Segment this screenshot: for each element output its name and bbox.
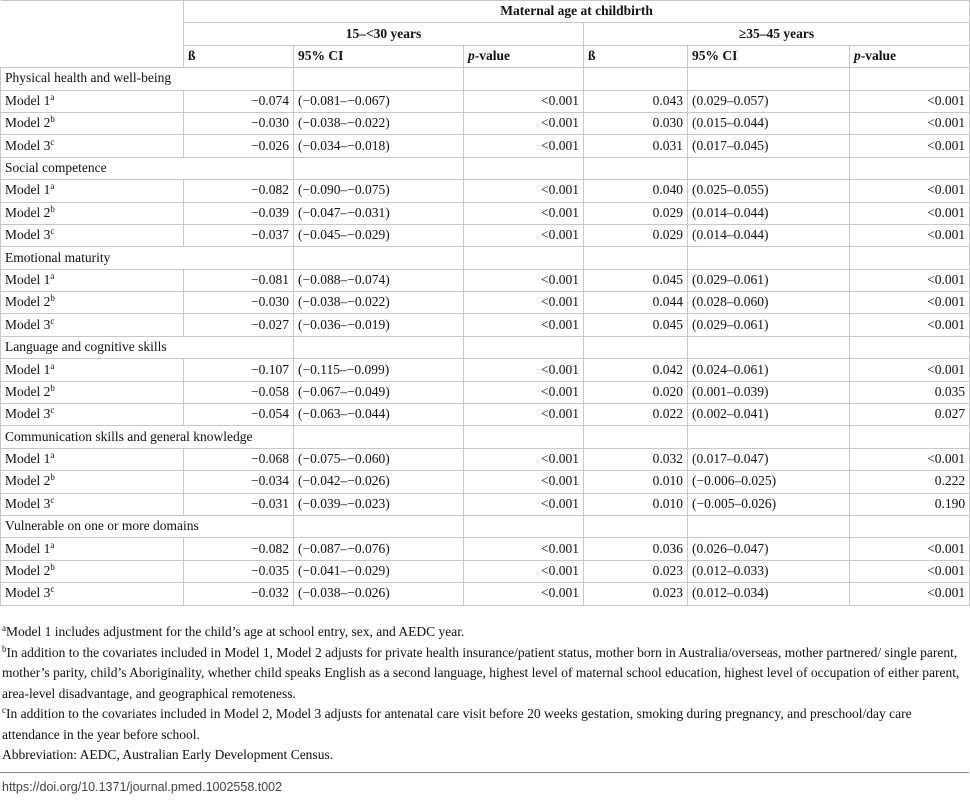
beta-old-cell: 0.036 — [584, 538, 688, 560]
model-label: Model 1$^a$ — [1, 269, 184, 291]
ci-old-cell: (0.025–0.055) — [688, 180, 850, 202]
p-old-cell: 0.035 — [850, 381, 970, 403]
beta-young-cell: −0.039 — [184, 202, 294, 224]
bottom-rule — [0, 772, 969, 773]
section-empty-cell — [850, 68, 970, 90]
header-group-old: ≥35–45 years — [584, 23, 970, 45]
header-ci-2: 95% CI — [688, 45, 850, 67]
table-row — [1, 381, 970, 403]
p-young-cell: <0.001 — [464, 448, 584, 470]
section-row — [1, 426, 970, 448]
header-p-italic: p — [854, 48, 861, 64]
section-empty-cell — [294, 336, 464, 358]
p-old-cell: <0.001 — [850, 180, 970, 202]
beta-old-cell: 0.031 — [584, 135, 688, 157]
ci-old-cell: (0.014–0.044) — [688, 224, 850, 246]
ci-young-cell: (−0.041–−0.029) — [294, 560, 464, 582]
beta-young-cell: −0.074 — [184, 90, 294, 112]
model-label: Model 3$^c$ — [1, 314, 184, 336]
beta-old-cell: 0.040 — [584, 180, 688, 202]
header-p-2 — [850, 45, 970, 67]
ci-old-cell: (0.014–0.044) — [688, 202, 850, 224]
beta-old-cell: 0.032 — [584, 448, 688, 470]
ci-young-cell: (−0.081–−0.067) — [294, 90, 464, 112]
section-row — [1, 515, 970, 537]
beta-old-cell: 0.020 — [584, 381, 688, 403]
beta-young-cell: −0.107 — [184, 359, 294, 381]
ci-young-cell: (−0.042–−0.026) — [294, 471, 464, 493]
doi-link[interactable]: https://doi.org/10.1371/journal.pmed.1002558.t002 — [2, 780, 283, 794]
model-label: Model 3$^c$ — [1, 404, 184, 426]
table-row — [1, 135, 970, 157]
model-label: Model 2$^b$ — [1, 292, 184, 314]
table-row — [1, 493, 970, 515]
section-row — [1, 68, 970, 90]
p-old-cell: <0.001 — [850, 583, 970, 605]
model-label: Model 1$^a$ — [1, 448, 184, 470]
p-young-cell: <0.001 — [464, 180, 584, 202]
section-empty-cell — [850, 336, 970, 358]
beta-old-cell: 0.022 — [584, 404, 688, 426]
section-empty-cell — [184, 157, 294, 179]
p-young-cell: <0.001 — [464, 314, 584, 336]
footnote-b: $^b$In addition to the covariates included in Model 1, Model 2 adjusts for private health insurance/patient status, mother born in Australia/overseas, mother partnered/ single parent, mother’s parity, child’s Aboriginality, whether child speaks English as a second language, highest level of maternal school education, highest level of occupation of either parent, area-level disadvantage, and geographical remoteness. — [2, 643, 960, 701]
ci-young-cell: (−0.063–−0.044) — [294, 404, 464, 426]
section-empty-cell — [584, 336, 688, 358]
ci-old-cell: (0.012–0.033) — [688, 560, 850, 582]
section-empty-cell — [584, 515, 688, 537]
section-title: Physical health and well-being — [1, 68, 184, 90]
ci-young-cell: (−0.038–−0.022) — [294, 292, 464, 314]
section-title: Communication skills and general knowledge — [1, 426, 184, 448]
table-row — [1, 404, 970, 426]
p-young-cell: <0.001 — [464, 404, 584, 426]
section-empty-cell — [850, 426, 970, 448]
beta-young-cell: −0.037 — [184, 224, 294, 246]
table-row — [1, 202, 970, 224]
beta-young-cell: −0.032 — [184, 583, 294, 605]
model-label: Model 3$^c$ — [1, 135, 184, 157]
section-title: Language and cognitive skills — [1, 336, 184, 358]
section-empty-cell — [688, 157, 850, 179]
table-footnotes — [2, 622, 962, 766]
header-p-italic: p — [468, 48, 475, 64]
ci-young-cell: (−0.034–−0.018) — [294, 135, 464, 157]
model-label: Model 3$^c$ — [1, 224, 184, 246]
ci-old-cell: (0.028–0.060) — [688, 292, 850, 314]
p-old-cell: 0.027 — [850, 404, 970, 426]
model-label: Model 3$^c$ — [1, 583, 184, 605]
section-empty-cell — [850, 247, 970, 269]
p-young-cell: <0.001 — [464, 112, 584, 134]
p-young-cell: <0.001 — [464, 269, 584, 291]
ci-young-cell: (−0.036–−0.019) — [294, 314, 464, 336]
section-empty-cell — [294, 157, 464, 179]
beta-young-cell: −0.030 — [184, 112, 294, 134]
beta-young-cell: −0.068 — [184, 448, 294, 470]
table-row — [1, 112, 970, 134]
p-old-cell: <0.001 — [850, 448, 970, 470]
section-empty-cell — [688, 426, 850, 448]
ci-old-cell: (0.017–0.045) — [688, 135, 850, 157]
ci-old-cell: (−0.005–0.026) — [688, 493, 850, 515]
section-empty-cell — [464, 336, 584, 358]
beta-young-cell: −0.034 — [184, 471, 294, 493]
model-label: Model 2$^b$ — [1, 381, 184, 403]
beta-old-cell: 0.023 — [584, 583, 688, 605]
section-empty-cell — [850, 515, 970, 537]
table-row — [1, 560, 970, 582]
ci-old-cell: (0.026–0.047) — [688, 538, 850, 560]
beta-old-cell: 0.023 — [584, 560, 688, 582]
ci-young-cell: (−0.039–−0.023) — [294, 493, 464, 515]
p-young-cell: <0.001 — [464, 359, 584, 381]
p-old-cell: <0.001 — [850, 359, 970, 381]
ci-old-cell: (0.024–0.061) — [688, 359, 850, 381]
section-title: Emotional maturity — [1, 247, 184, 269]
section-empty-cell — [584, 247, 688, 269]
table-row — [1, 269, 970, 291]
section-empty-cell — [294, 426, 464, 448]
beta-old-cell: 0.010 — [584, 471, 688, 493]
ci-old-cell: (0.029–0.061) — [688, 269, 850, 291]
p-young-cell: <0.001 — [464, 560, 584, 582]
table-row — [1, 292, 970, 314]
table-body — [1, 68, 970, 605]
ci-young-cell: (−0.090–−0.075) — [294, 180, 464, 202]
p-young-cell: <0.001 — [464, 583, 584, 605]
ci-young-cell: (−0.067–−0.049) — [294, 381, 464, 403]
section-empty-cell — [464, 68, 584, 90]
beta-old-cell: 0.042 — [584, 359, 688, 381]
beta-old-cell: 0.030 — [584, 112, 688, 134]
ci-young-cell: (−0.038–−0.026) — [294, 583, 464, 605]
section-row — [1, 157, 970, 179]
model-label: Model 1$^a$ — [1, 359, 184, 381]
section-row — [1, 247, 970, 269]
p-old-cell: <0.001 — [850, 314, 970, 336]
model-label: Model 2$^b$ — [1, 202, 184, 224]
beta-old-cell: 0.044 — [584, 292, 688, 314]
beta-young-cell: −0.058 — [184, 381, 294, 403]
section-empty-cell — [688, 68, 850, 90]
header-blank — [1, 1, 184, 68]
section-empty-cell — [294, 68, 464, 90]
header-p-rest: -value — [474, 48, 510, 64]
ci-old-cell: (0.029–0.057) — [688, 90, 850, 112]
header-p-rest: -value — [860, 48, 896, 64]
ci-old-cell: (0.001–0.039) — [688, 381, 850, 403]
table-row — [1, 471, 970, 493]
model-label: Model 1$^a$ — [1, 180, 184, 202]
ci-old-cell: (−0.006–0.025) — [688, 471, 850, 493]
p-old-cell: <0.001 — [850, 560, 970, 582]
beta-young-cell: −0.030 — [184, 292, 294, 314]
beta-young-cell: −0.026 — [184, 135, 294, 157]
ci-old-cell: (0.017–0.047) — [688, 448, 850, 470]
section-title: Social competence — [1, 157, 184, 179]
beta-old-cell: 0.045 — [584, 314, 688, 336]
table-row — [1, 359, 970, 381]
table-row — [1, 90, 970, 112]
header-maternal-age: Maternal age at childbirth — [184, 1, 970, 23]
section-empty-cell — [464, 515, 584, 537]
model-label: Model 2$^b$ — [1, 112, 184, 134]
footnote-c: $^c$In addition to the covariates included in Model 2, Model 3 adjusts for antenatal care visit before 20 weeks gestation, smoking during pregnancy, and preschool/day care attendance in the year before school. — [2, 705, 912, 742]
section-empty-cell — [584, 68, 688, 90]
model-label: Model 2$^b$ — [1, 560, 184, 582]
abbreviation-note: Abbreviation: AEDC, Australian Early Development Census. — [2, 747, 334, 762]
beta-young-cell: −0.082 — [184, 538, 294, 560]
section-title: Vulnerable on one or more domains — [1, 515, 184, 537]
ci-old-cell: (0.012–0.034) — [688, 583, 850, 605]
section-empty-cell — [584, 426, 688, 448]
beta-old-cell: 0.010 — [584, 493, 688, 515]
beta-young-cell: −0.082 — [184, 180, 294, 202]
section-empty-cell — [184, 247, 294, 269]
header-beta-2: ß — [584, 45, 688, 67]
p-old-cell: <0.001 — [850, 135, 970, 157]
section-empty-cell — [688, 247, 850, 269]
section-empty-cell — [688, 336, 850, 358]
header-group-young: 15–<30 years — [184, 23, 584, 45]
table-row — [1, 583, 970, 605]
p-old-cell: <0.001 — [850, 112, 970, 134]
section-empty-cell — [464, 157, 584, 179]
beta-young-cell: −0.054 — [184, 404, 294, 426]
p-old-cell: <0.001 — [850, 538, 970, 560]
ci-old-cell: (0.029–0.061) — [688, 314, 850, 336]
header-beta-1: ß — [184, 45, 294, 67]
p-young-cell: <0.001 — [464, 493, 584, 515]
section-empty-cell — [584, 157, 688, 179]
ci-old-cell: (0.002–0.041) — [688, 404, 850, 426]
beta-young-cell: −0.081 — [184, 269, 294, 291]
section-empty-cell — [688, 515, 850, 537]
beta-old-cell: 0.043 — [584, 90, 688, 112]
section-empty-cell — [184, 515, 294, 537]
beta-old-cell: 0.029 — [584, 202, 688, 224]
p-old-cell: <0.001 — [850, 292, 970, 314]
ci-young-cell: (−0.088–−0.074) — [294, 269, 464, 291]
p-old-cell: <0.001 — [850, 269, 970, 291]
section-empty-cell — [294, 515, 464, 537]
p-young-cell: <0.001 — [464, 90, 584, 112]
ci-young-cell: (−0.087–−0.076) — [294, 538, 464, 560]
p-old-cell: <0.001 — [850, 202, 970, 224]
model-label: Model 1$^a$ — [1, 538, 184, 560]
model-label: Model 1$^a$ — [1, 90, 184, 112]
beta-young-cell: −0.035 — [184, 560, 294, 582]
header-p-1 — [464, 45, 584, 67]
p-old-cell: <0.001 — [850, 90, 970, 112]
section-row — [1, 336, 970, 358]
p-young-cell: <0.001 — [464, 135, 584, 157]
model-label: Model 2$^b$ — [1, 471, 184, 493]
ci-old-cell: (0.015–0.044) — [688, 112, 850, 134]
p-young-cell: <0.001 — [464, 202, 584, 224]
table-row — [1, 538, 970, 560]
table-row — [1, 314, 970, 336]
p-old-cell: <0.001 — [850, 224, 970, 246]
ci-young-cell: (−0.075–−0.060) — [294, 448, 464, 470]
beta-young-cell: −0.027 — [184, 314, 294, 336]
section-empty-cell — [184, 68, 294, 90]
table-row — [1, 224, 970, 246]
section-empty-cell — [294, 247, 464, 269]
p-old-cell: 0.222 — [850, 471, 970, 493]
beta-old-cell: 0.029 — [584, 224, 688, 246]
ci-young-cell: (−0.045–−0.029) — [294, 224, 464, 246]
section-empty-cell — [464, 426, 584, 448]
p-young-cell: <0.001 — [464, 471, 584, 493]
table-row — [1, 180, 970, 202]
section-empty-cell — [464, 247, 584, 269]
ci-young-cell: (−0.115–−0.099) — [294, 359, 464, 381]
table-row — [1, 448, 970, 470]
p-young-cell: <0.001 — [464, 538, 584, 560]
p-young-cell: <0.001 — [464, 381, 584, 403]
footnote-a: $^a$Model 1 includes adjustment for the child’s age at school entry, sex, and AEDC year. — [2, 623, 465, 639]
p-old-cell: 0.190 — [850, 493, 970, 515]
beta-old-cell: 0.045 — [584, 269, 688, 291]
p-young-cell: <0.001 — [464, 292, 584, 314]
p-young-cell: <0.001 — [464, 224, 584, 246]
section-empty-cell — [850, 157, 970, 179]
ci-young-cell: (−0.047–−0.031) — [294, 202, 464, 224]
model-label: Model 3$^c$ — [1, 493, 184, 515]
beta-young-cell: −0.031 — [184, 493, 294, 515]
header-ci-1: 95% CI — [294, 45, 464, 67]
section-empty-cell — [184, 336, 294, 358]
ci-young-cell: (−0.038–−0.022) — [294, 112, 464, 134]
